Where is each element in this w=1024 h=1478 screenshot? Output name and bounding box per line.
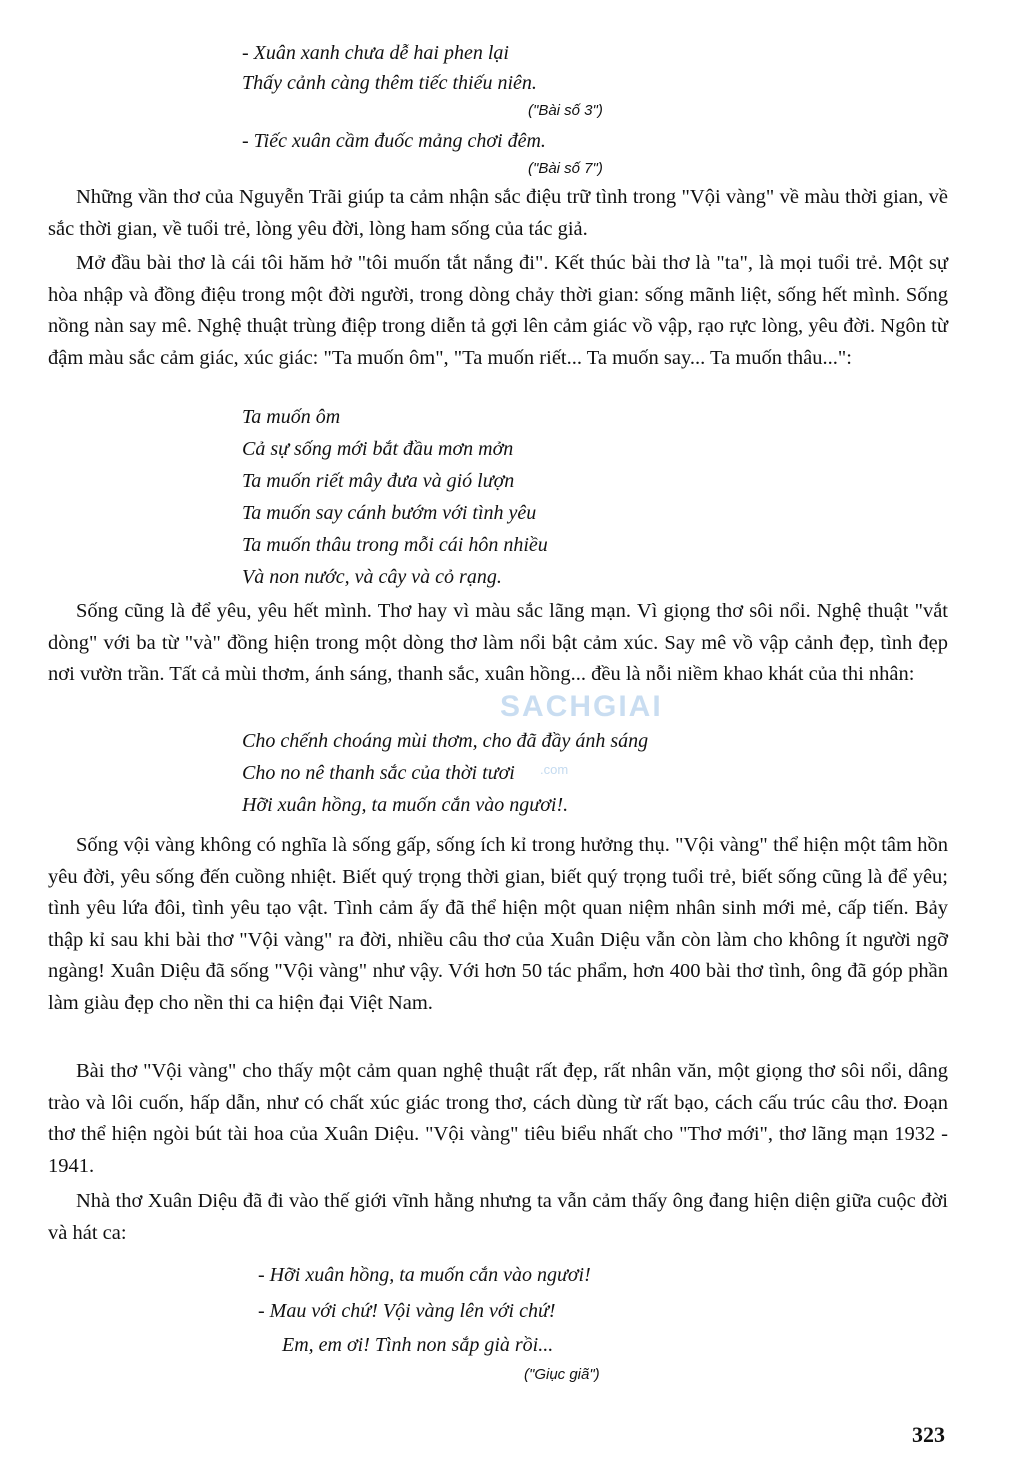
quote1-source: ("Bài số 3") <box>528 102 603 119</box>
page-number: 323 <box>912 1422 945 1447</box>
poem3-line1: - Hỡi xuân hồng, ta muốn cắn vào ngươi! <box>258 1264 591 1286</box>
poem3-source: ("Giục giã") <box>524 1366 600 1383</box>
paragraph-3: Sống cũng là để yêu, yêu hết mình. Thơ hay vì màu sắc lãng mạn. Vì giọng thơ sôi nổi. Nghệ thuật "vắt dòng" với ba từ "và" đồng hiện trong một dòng thơ làm nổi bật cảm xúc. Say mê vồ vập cảnh đẹp, tình đẹp nơi vườn trần. Tất cả mùi thơm, ánh sáng, thanh sắc, xuân hồng... đều là nỗi niềm khao khát của thi nhân: <box>48 600 948 685</box>
paragraph-4: Sống vội vàng không có nghĩa là sống gấp, sống ích kỉ trong hưởng thụ. "Vội vàng" thể hiện một tâm hồn yêu đời, yêu sống đến cuồng nhiệt. Biết quý trọng thời gian, biết quý trọng tuổi trẻ, biết sống cũng là để yêu; tình yêu lứa đôi, tình yêu tạo vật. Tình cảm ấy đã thể hiện một quan niệm nhân sinh mới mẻ, cấp tiến. Bảy thập kỉ sau khi bài thơ "Vội vàng" ra đời, nhiều câu thơ của Xuân Diệu vẫn còn làm cho không ít người ngỡ ngàng! Xuân Diệu đã sống "Vội vàng" như vậy. Với hơn 50 tác phẩm, hơn 400 bài thơ tình, ông đã góp phần làm giàu đẹp cho nền thi ca hiện đại Việt Nam. <box>48 834 948 1014</box>
paragraph-5: Bài thơ "Vội vàng" cho thấy một cảm quan nghệ thuật rất đẹp, rất nhân văn, một giọng thơ sôi nổi, dâng trào và lôi cuốn, hấp dẫn, như có chất xúc giác trong thơ, cách dùng từ rất bạo, cách cấu trúc câu thơ. Đoạn thơ thể hiện ngòi bút tài hoa của Xuân Diệu. "Vội vàng" tiêu biểu nhất cho "Thơ mới", thơ lãng mạn 1932 - 1941. <box>48 1060 948 1177</box>
quote2-source: ("Bài số 7") <box>528 160 603 177</box>
poem1-line1: Ta muốn ôm <box>242 406 341 428</box>
paragraph-2: Mở đầu bài thơ là cái tôi hăm hở "tôi muốn tắt nắng đi". Kết thúc bài thơ là "ta", là mọi tuổi trẻ. Một sự hòa nhập và đồng điệu trong một đời người, trong dòng chảy thời gian: sống mãnh liệt, sống hết mình. Sống nồng nàn say mê. Nghệ thuật trùng điệp trong diễn tả gợi lên cảm giác vồ vập, rạo rực lòng, yêu đời. Ngôn từ đậm màu sắc cảm giác, xúc giác: "Ta muốn ôm", "Ta muốn riết... Ta muốn say... Ta muốn thâu...": <box>48 252 948 369</box>
paragraph-6: Nhà thơ Xuân Diệu đã đi vào thế giới vĩnh hằng nhưng ta vẫn cảm thấy ông đang hiện diện giữa cuộc đời và hát ca: <box>48 1190 948 1244</box>
poem1-line6: Và non nước, và cây và cỏ rạng. <box>242 566 502 588</box>
poem1-line3: Ta muốn riết mây đưa và gió lượn <box>242 470 515 492</box>
watermark-logo: SACHGIAI <box>500 690 663 723</box>
watermark-domain: .com <box>540 762 569 777</box>
poem2-line3: Hỡi xuân hồng, ta muốn cắn vào ngươi!. <box>242 794 569 816</box>
poem1-line4: Ta muốn say cánh bướm với tình yêu <box>242 502 537 524</box>
poem3-line2: - Mau với chứ! Vội vàng lên với chứ! <box>258 1300 556 1322</box>
quote1-line2: Thấy cảnh càng thêm tiếc thiếu niên. <box>242 72 537 94</box>
poem1-line2: Cả sự sống mới bắt đầu mơn mởn <box>242 438 514 460</box>
quote2-line1: - Tiếc xuân cầm đuốc mảng chơi đêm. <box>242 130 546 152</box>
poem3-line3: Em, em ơi! Tình non sắp già rồi... <box>282 1334 554 1356</box>
quote1-line1: - Xuân xanh chưa dễ hai phen lại <box>242 42 509 64</box>
poem2-line2: Cho no nê thanh sắc của thời tươi <box>242 762 515 784</box>
poem1-line5: Ta muốn thâu trong mỗi cái hôn nhiều <box>242 534 548 556</box>
poem2-line1: Cho chếnh choáng mùi thơm, cho đã đầy ánh sáng <box>242 730 649 752</box>
paragraph-1: Những vần thơ của Nguyễn Trãi giúp ta cảm nhận sắc điệu trữ tình trong "Vội vàng" về màu thời gian, về sắc thời gian, về tuổi trẻ, lòng yêu đời, lòng ham sống của tác giả. <box>48 186 948 240</box>
